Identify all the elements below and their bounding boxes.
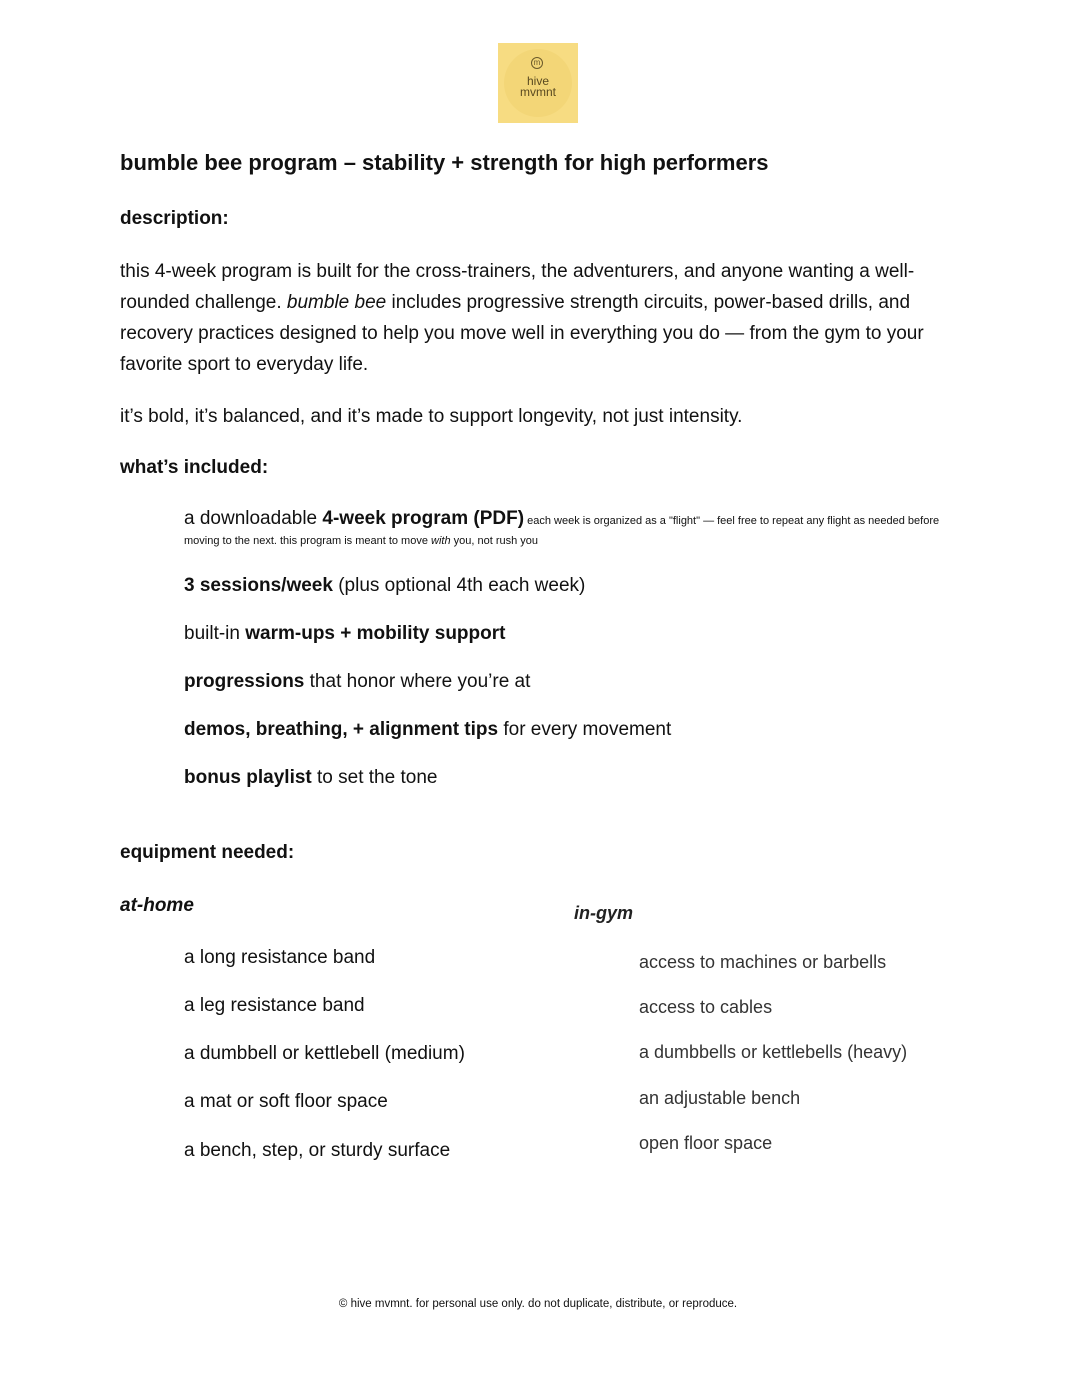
equipment-heading: equipment needed:	[120, 842, 295, 863]
home-equipment-item: a leg resistance band	[184, 995, 365, 1016]
included-item-progressions-bold: progressions	[184, 671, 305, 692]
included-item-program-bold: 4-week program (PDF)	[322, 508, 525, 529]
included-item-demos	[184, 719, 671, 741]
included-item-playlist-bold: bonus playlist	[184, 767, 312, 788]
description-heading: description:	[120, 208, 229, 229]
included-note-text-a: each week is organized as a "flight" — feel free to repeat any flight as needed before moving to the next. this program is meant to move	[184, 515, 940, 547]
included-heading: what’s included:	[120, 457, 269, 478]
included-item-progressions	[184, 671, 530, 693]
included-item-program	[184, 508, 944, 551]
included-item-warmups	[184, 623, 505, 645]
home-equipment-item: a bench, step, or sturdy surface	[184, 1140, 451, 1161]
included-item-progressions-rest: that honor where you’re at	[304, 671, 531, 692]
program-name: bumble bee	[286, 292, 387, 313]
included-item-warmups-pre: built-in	[184, 623, 246, 644]
included-item-program-pre: a downloadable	[184, 508, 323, 529]
gym-equipment-item: an adjustable bench	[639, 1088, 801, 1108]
home-equipment-item: a mat or soft floor space	[184, 1091, 388, 1112]
included-item-warmups-bold: warm-ups + mobility support	[245, 623, 506, 644]
included-note-emphasis: with	[431, 535, 451, 547]
description-paragraph	[120, 256, 970, 380]
logo-text-line2: mvmnt	[520, 85, 556, 99]
home-equipment-item: a long resistance band	[184, 947, 376, 968]
included-item-playlist-rest: to set the tone	[311, 767, 438, 788]
page-title: bumble bee program – stability + strength for high performers	[120, 150, 769, 175]
included-item-sessions-bold: 3 sessions/week	[184, 575, 333, 596]
at-home-heading: at-home	[120, 895, 194, 916]
included-item-demos-rest: for every movement	[498, 719, 672, 740]
logo-text-line1: hive	[526, 74, 549, 88]
included-item-playlist	[184, 767, 437, 789]
included-note-text-b: you, not rush you	[450, 535, 539, 547]
hexagon-m-icon: m	[531, 57, 543, 69]
description-tagline: it’s bold, it’s balanced, and it’s made to support longevity, not just intensity.	[120, 406, 743, 427]
gym-equipment-item: access to machines or barbells	[639, 952, 887, 972]
gym-equipment-item: open floor space	[639, 1133, 773, 1153]
in-gym-heading: in-gym	[574, 903, 634, 923]
included-item-sessions	[184, 575, 585, 597]
description-text-a: this 4-week program is built for the cross-trainers, the adventurers, and anyone wanting a well-rounded challenge.	[120, 261, 915, 313]
gym-equipment-item: access to cables	[639, 997, 773, 1017]
included-item-demos-bold: demos, breathing, + alignment tips	[184, 719, 499, 740]
home-equipment-item: a dumbbell or kettlebell (medium)	[184, 1043, 465, 1064]
description-text-b: includes progressive strength circuits, power-based drills, and recovery practices designed to help you move well in everything you do — from the gym to your favorite sport to everyday life.	[120, 292, 924, 375]
gym-equipment-item: a dumbbells or kettlebells (heavy)	[639, 1042, 908, 1062]
brand-logo	[498, 43, 578, 123]
copyright-footer: © hive mvmnt. for personal use only. do not duplicate, distribute, or reproduce.	[338, 1298, 738, 1310]
included-item-sessions-rest: (plus optional 4th each week)	[332, 575, 586, 596]
